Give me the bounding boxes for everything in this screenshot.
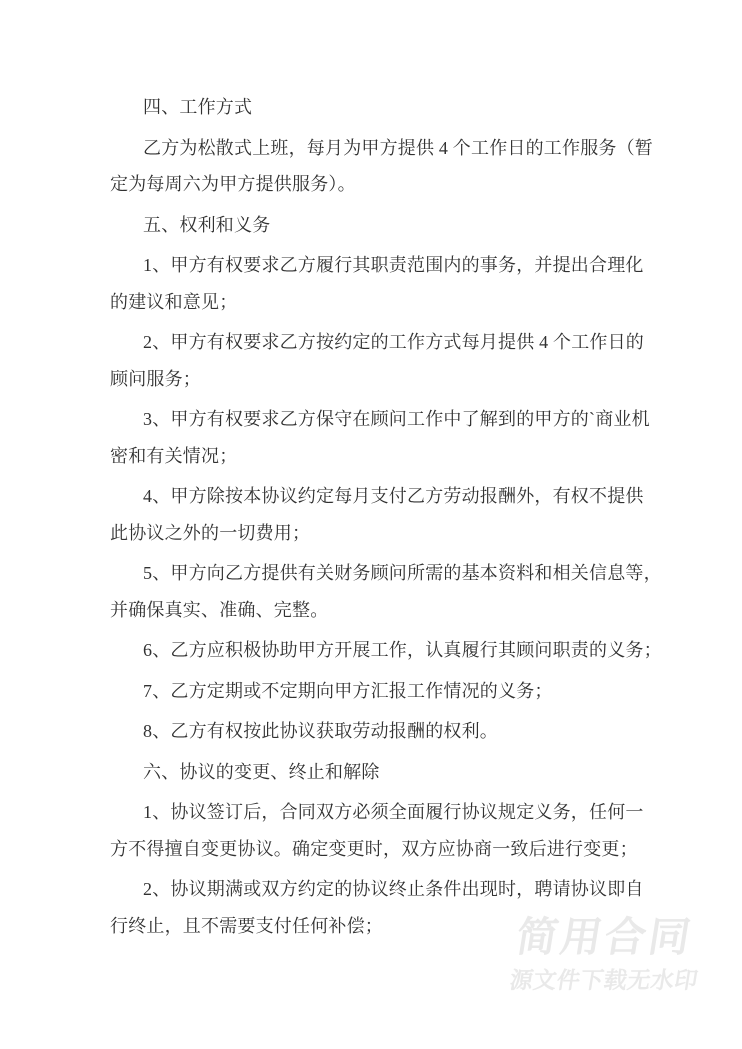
section-heading-line: 六、协议的变更、终止和解除 [143, 761, 380, 782]
contract-text-line: 5、甲方向乙方提供有关财务顾问所需的基本资料和相关信息等， [143, 563, 662, 583]
section-heading-line: 五、权利和义务 [143, 214, 271, 235]
contract-text-line: 的建议和意见； [110, 291, 238, 312]
watermark [508, 914, 709, 993]
contract-text-line: 定为每周六为甲方提供服务）。 [110, 174, 356, 194]
watermark-title: 简用合同 [513, 914, 697, 960]
section-heading-line: 四、工作方式 [143, 97, 253, 117]
contract-text-line: 并确保真实、准确、完整。 [110, 599, 329, 620]
contract-text-line: 密和有关情况； [110, 445, 238, 466]
contract-text-line: 1、协议签订后，合同双方必须全面履行协议规定义务，任何一 [143, 802, 644, 822]
contract-text-line: 1、甲方有权要求乙方履行其职责范围内的事务，并提出合理化 [143, 255, 644, 275]
contract-text-line: 2、协议期满或双方约定的协议终止条件出现时，聘请协议即自 [143, 879, 644, 899]
contract-text-line: 2、甲方有权要求乙方按约定的工作方式每月提供 4 个工作日的 [143, 332, 644, 352]
contract-text-line: 顾问服务； [110, 368, 201, 389]
contract-text-line: 4、甲方除按本协议约定每月支付乙方劳动报酬外，有权不提供 [143, 486, 644, 506]
contract-text-line: 行终止，且不需要支付任何补偿； [110, 915, 383, 936]
contract-text-line: 8、乙方有权按此协议获取劳动报酬的权利。 [143, 721, 498, 741]
contract-text-line: 乙方为松散式上班，每月为甲方提供 4 个工作日的工作服务（暂 [143, 137, 653, 158]
contract-text-line: 方不得擅自变更协议。确定变更时，双方应协商一致后进行变更； [110, 838, 638, 859]
contract-text-line: 6、乙方应积极协助甲方开展工作，认真履行其顾问职责的义务； [143, 640, 662, 660]
contract-text-line: 3、甲方有权要求乙方保守在顾问工作中了解到的甲方的`商业机 [143, 409, 650, 429]
watermark-subtitle: 源文件下载无水印 [508, 967, 701, 993]
contract-text-line: 此协议之外的一切费用； [110, 522, 311, 543]
contract-text-line: 7、乙方定期或不定期向甲方汇报工作情况的义务； [143, 680, 553, 701]
